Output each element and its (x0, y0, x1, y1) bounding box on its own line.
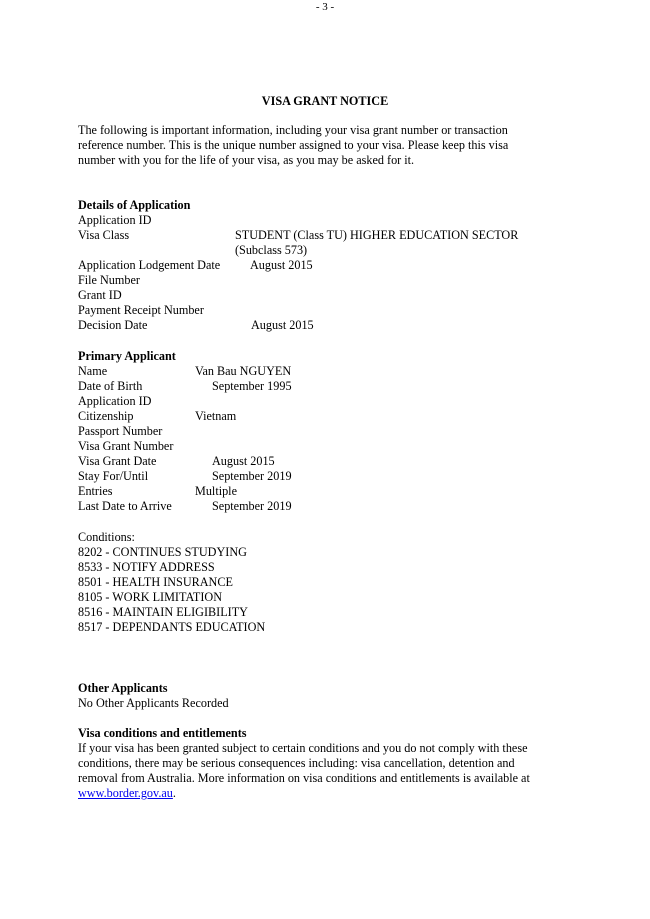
field-label: Entries (78, 484, 113, 498)
details-section (78, 198, 598, 333)
field-label: Visa Grant Date (78, 454, 157, 468)
field-label: Visa Grant Number (78, 439, 174, 453)
field-label: Last Date to Arrive (78, 499, 172, 513)
condition-item: 8533 - NOTIFY ADDRESS (78, 560, 215, 574)
entitlements-line: removal from Australia. More information on visa conditions and entitlements is available at (78, 771, 530, 785)
visa-class-value: STUDENT (Class TU) HIGHER EDUCATION SECTOR (235, 228, 519, 242)
border-website-link[interactable]: www.border.gov.au (78, 786, 173, 800)
field-label: Payment Receipt Number (78, 303, 204, 317)
condition-item: 8105 - WORK LIMITATION (78, 590, 223, 604)
intro-line: reference number. This is the unique number assigned to your visa. Please keep this visa (78, 138, 509, 152)
field-label: Citizenship (78, 409, 134, 423)
link-suffix: . (172, 786, 176, 800)
citizenship-value: Vietnam (195, 409, 237, 423)
stay-until-value: September 2019 (212, 469, 292, 483)
condition-item: 8517 - DEPENDANTS EDUCATION (78, 620, 266, 634)
field-label: Grant ID (78, 288, 122, 302)
intro-line: The following is important information, including your visa grant number or transaction (78, 123, 508, 137)
name-value: Van Bau NGUYEN (195, 364, 292, 378)
entitlements-section (78, 726, 530, 801)
field-label: Application ID (78, 394, 152, 408)
field-label: Name (78, 364, 108, 378)
conditions-section (78, 530, 265, 635)
condition-item: 8516 - MAINTAIN ELIGIBILITY (78, 605, 248, 619)
page-number: - 3 - (315, 1, 335, 13)
other-applicants-section (78, 681, 229, 711)
primary-applicant-section (78, 349, 598, 514)
field-label: Passport Number (78, 424, 163, 438)
field-label: Application Lodgement Date (78, 258, 221, 272)
entitlements-line: conditions, there may be serious consequences including: visa cancellation, detention and (78, 756, 515, 770)
page-title: VISA GRANT NOTICE (261, 94, 389, 108)
condition-item: 8202 - CONTINUES STUDYING (78, 545, 247, 559)
section-heading: Visa conditions and entitlements (78, 726, 247, 740)
section-heading: Details of Application (78, 198, 191, 212)
field-label: File Number (78, 273, 140, 287)
intro-paragraph (78, 123, 508, 168)
dob-value: September 1995 (212, 379, 292, 393)
condition-item: 8501 - HEALTH INSURANCE (78, 575, 233, 589)
section-heading: Other Applicants (78, 681, 168, 695)
decision-date-value: August 2015 (251, 318, 314, 332)
visa-subclass-value: (Subclass 573) (235, 243, 308, 257)
field-label: Decision Date (78, 318, 148, 332)
grant-date-value: August 2015 (212, 454, 275, 468)
other-applicants-text: No Other Applicants Recorded (78, 696, 229, 710)
field-label: Application ID (78, 213, 152, 227)
field-label: Date of Birth (78, 379, 143, 393)
lodgement-date-value: August 2015 (250, 258, 313, 272)
field-label: Stay For/Until (78, 469, 149, 483)
field-label: Visa Class (78, 228, 130, 242)
section-heading: Primary Applicant (78, 349, 176, 363)
intro-line: number with you for the life of your visa, as you may be asked for it. (78, 153, 415, 167)
entries-value: Multiple (195, 484, 237, 498)
arrive-date-value: September 2019 (212, 499, 292, 513)
entitlements-line: If your visa has been granted subject to certain conditions and you do not comply with these (78, 741, 528, 755)
conditions-heading: Conditions: (78, 530, 135, 544)
